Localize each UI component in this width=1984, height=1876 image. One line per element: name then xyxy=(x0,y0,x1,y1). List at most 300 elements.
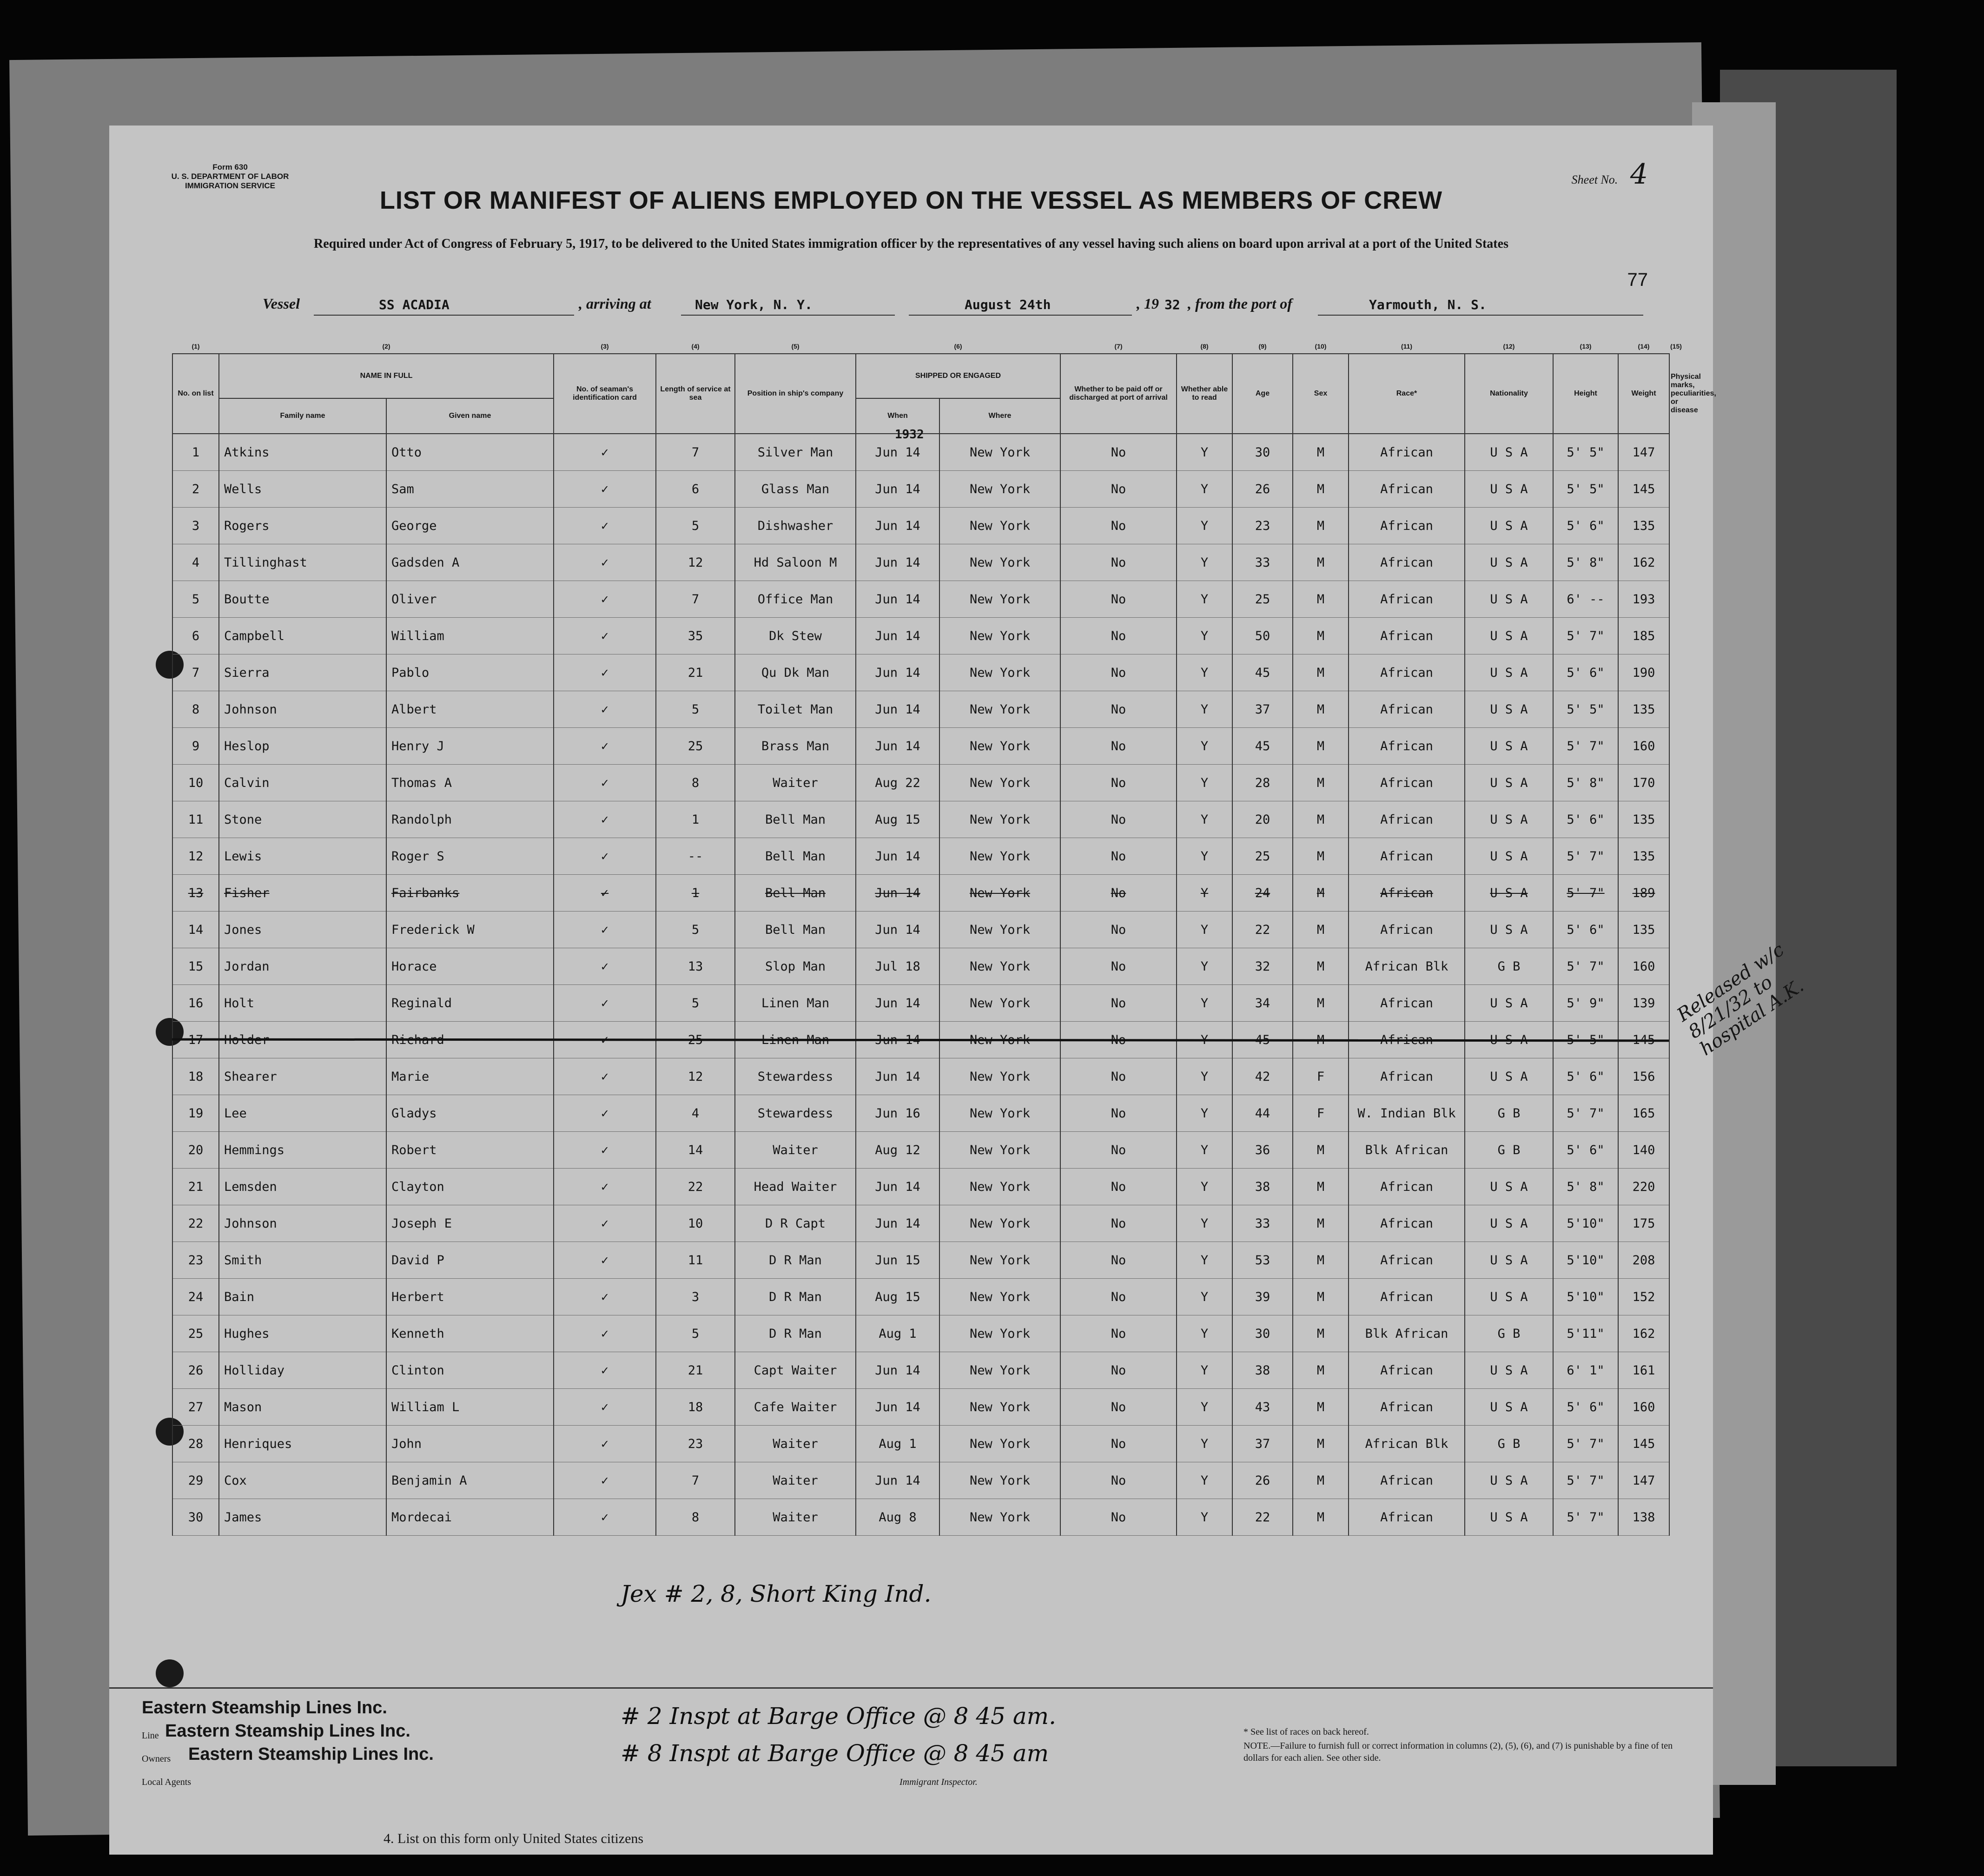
cell-no: 25 xyxy=(172,1315,219,1352)
cell-paid: No xyxy=(1060,1389,1177,1426)
cell-paid: No xyxy=(1060,471,1177,508)
col-num: (13) xyxy=(1580,343,1592,350)
cell-wt: 138 xyxy=(1618,1499,1669,1536)
cell-where: New York xyxy=(939,654,1060,691)
cell-when: Jun 14 xyxy=(856,728,939,765)
cell-when: Aug 12 xyxy=(856,1132,939,1169)
check-mark-icon: ✓ xyxy=(554,1426,656,1462)
col-num: (1) xyxy=(192,343,200,350)
cell-where: New York xyxy=(939,508,1060,544)
cell-wt: 193 xyxy=(1618,581,1669,618)
cell-no: 1 xyxy=(172,434,219,471)
cell-sex: M xyxy=(1293,434,1349,471)
cell-where: New York xyxy=(939,801,1060,838)
cell-wt: 161 xyxy=(1618,1352,1669,1389)
cell-paid: No xyxy=(1060,1095,1177,1132)
cell-sex: M xyxy=(1293,471,1349,508)
cell-when: Jun 14 xyxy=(856,434,939,471)
check-mark-icon: ✓ xyxy=(554,801,656,838)
cell-race: W. Indian Blk xyxy=(1349,1095,1465,1132)
cell-sex: M xyxy=(1293,1205,1349,1242)
cell-nat: U S A xyxy=(1465,801,1553,838)
cell-sex: M xyxy=(1293,654,1349,691)
cell-family: Fisher xyxy=(219,875,386,912)
check-mark-icon: ✓ xyxy=(554,1169,656,1205)
cell-family: Holder xyxy=(219,1022,386,1058)
cell-age: 39 xyxy=(1232,1279,1293,1315)
cell-family: Boutte xyxy=(219,581,386,618)
cell-sex: M xyxy=(1293,1389,1349,1426)
col-num: (6) xyxy=(954,343,962,350)
cell-given: Gadsden A xyxy=(386,544,554,581)
cell-len: 35 xyxy=(656,618,735,654)
cell-where: New York xyxy=(939,912,1060,948)
arrival-date: August 24th xyxy=(965,297,1051,312)
cell-given: Otto xyxy=(386,434,554,471)
check-mark-icon: ✓ xyxy=(554,875,656,912)
check-mark-icon: ✓ xyxy=(554,1132,656,1169)
cell-family: Lee xyxy=(219,1095,386,1132)
cell-family: Sierra xyxy=(219,654,386,691)
cell-race: African xyxy=(1349,471,1465,508)
header-when: When xyxy=(856,398,939,434)
check-mark-icon: ✓ xyxy=(554,1279,656,1315)
table-row xyxy=(172,618,1669,654)
cell-no: 3 xyxy=(172,508,219,544)
cell-paid: No xyxy=(1060,875,1177,912)
cell-sex: M xyxy=(1293,948,1349,985)
cell-ht: 5' 5" xyxy=(1553,471,1618,508)
cell-where: New York xyxy=(939,1352,1060,1389)
cell-given: Joseph E xyxy=(386,1205,554,1242)
cell-read: Y xyxy=(1177,1242,1232,1279)
cell-nat: U S A xyxy=(1465,1022,1553,1058)
cell-where: New York xyxy=(939,838,1060,875)
cell-where: New York xyxy=(939,1058,1060,1095)
cell-paid: No xyxy=(1060,1242,1177,1279)
cell-sex: M xyxy=(1293,618,1349,654)
cell-no: 7 xyxy=(172,654,219,691)
cell-given: William L xyxy=(386,1389,554,1426)
cell-paid: No xyxy=(1060,508,1177,544)
cell-where: New York xyxy=(939,1279,1060,1315)
cell-wt: 189 xyxy=(1618,875,1669,912)
cell-read: Y xyxy=(1177,1205,1232,1242)
table-row xyxy=(172,691,1669,728)
cell-len: 5 xyxy=(656,985,735,1022)
header-age: Age xyxy=(1232,354,1293,434)
col-num: (8) xyxy=(1200,343,1209,350)
cell-when: Jun 14 xyxy=(856,1169,939,1205)
cell-where: New York xyxy=(939,1169,1060,1205)
cell-nat: G B xyxy=(1465,1095,1553,1132)
cell-len: 21 xyxy=(656,1352,735,1389)
year-note: 1932 xyxy=(895,428,924,442)
cell-race: African xyxy=(1349,1462,1465,1499)
col-num: (5) xyxy=(791,343,800,350)
cell-age: 30 xyxy=(1232,1315,1293,1352)
cell-given: Henry J xyxy=(386,728,554,765)
sheet-value: 4 xyxy=(1630,158,1648,191)
cell-age: 25 xyxy=(1232,581,1293,618)
check-mark-icon: ✓ xyxy=(554,728,656,765)
cell-wt: 145 xyxy=(1618,1426,1669,1462)
cell-race: African xyxy=(1349,1499,1465,1536)
cell-nat: G B xyxy=(1465,1132,1553,1169)
cell-len: 13 xyxy=(656,948,735,985)
cell-race: African Blk xyxy=(1349,1426,1465,1462)
check-mark-icon: ✓ xyxy=(554,544,656,581)
cell-pos: Qu Dk Man xyxy=(735,654,856,691)
cell-sex: M xyxy=(1293,1352,1349,1389)
manifest-page xyxy=(109,126,1808,1855)
header-paid-off: Whether to be paid off or discharged at port of arrival xyxy=(1060,354,1177,434)
cell-no: 13 xyxy=(172,875,219,912)
cell-pos: Slop Man xyxy=(735,948,856,985)
cell-read: Y xyxy=(1177,875,1232,912)
cell-wt: 220 xyxy=(1618,1169,1669,1205)
cell-paid: No xyxy=(1060,1169,1177,1205)
cell-where: New York xyxy=(939,1205,1060,1242)
col-num: (4) xyxy=(691,343,700,350)
cell-read: Y xyxy=(1177,1095,1232,1132)
table-row xyxy=(172,1169,1669,1205)
header-family: Family name xyxy=(219,398,386,434)
cell-when: Jun 14 xyxy=(856,471,939,508)
cell-len: 10 xyxy=(656,1205,735,1242)
cell-nat: U S A xyxy=(1465,434,1553,471)
cell-family: Tillinghast xyxy=(219,544,386,581)
cell-no: 8 xyxy=(172,691,219,728)
cell-pos: Waiter xyxy=(735,1426,856,1462)
check-mark-icon: ✓ xyxy=(554,1389,656,1426)
cell-race: African xyxy=(1349,434,1465,471)
cell-pos: Brass Man xyxy=(735,728,856,765)
cell-race: African xyxy=(1349,618,1465,654)
arriving-label: , arriving at xyxy=(579,295,651,312)
cell-wt: 147 xyxy=(1618,434,1669,471)
cell-len: 4 xyxy=(656,1095,735,1132)
cell-where: New York xyxy=(939,765,1060,801)
cell-race: African xyxy=(1349,508,1465,544)
cell-len: 22 xyxy=(656,1169,735,1205)
agents-stamp: Eastern Steamship Lines Inc. xyxy=(188,1744,434,1764)
table-row xyxy=(172,801,1669,838)
cell-when: Jun 14 xyxy=(856,691,939,728)
cell-read: Y xyxy=(1177,1462,1232,1499)
cell-ht: 5' 5" xyxy=(1553,1022,1618,1058)
col-num: (9) xyxy=(1258,343,1267,350)
cell-where: New York xyxy=(939,1426,1060,1462)
cell-when: Jul 18 xyxy=(856,948,939,985)
cell-wt: 135 xyxy=(1618,801,1669,838)
cell-ht: 5'11" xyxy=(1553,1315,1618,1352)
cell-when: Jun 14 xyxy=(856,985,939,1022)
cell-age: 26 xyxy=(1232,1462,1293,1499)
cell-sex: M xyxy=(1293,728,1349,765)
cell-nat: G B xyxy=(1465,1426,1553,1462)
cell-ht: 5' 6" xyxy=(1553,1132,1618,1169)
cell-nat: U S A xyxy=(1465,1058,1553,1095)
cell-paid: No xyxy=(1060,765,1177,801)
cell-family: Henriques xyxy=(219,1426,386,1462)
cell-paid: No xyxy=(1060,728,1177,765)
cell-no: 6 xyxy=(172,618,219,654)
cell-when: Aug 1 xyxy=(856,1315,939,1352)
col-num: (2) xyxy=(382,343,390,350)
cell-family: Johnson xyxy=(219,1205,386,1242)
cell-age: 34 xyxy=(1232,985,1293,1022)
table-row xyxy=(172,838,1669,875)
check-mark-icon: ✓ xyxy=(554,1095,656,1132)
crew-rows xyxy=(172,434,1669,1536)
cell-len: 8 xyxy=(656,765,735,801)
cell-sex: M xyxy=(1293,838,1349,875)
cell-sex: M xyxy=(1293,1499,1349,1536)
cell-family: Wells xyxy=(219,471,386,508)
agents-label: Local Agents xyxy=(142,1777,192,1787)
cell-given: Clayton xyxy=(386,1169,554,1205)
inspection-note-2: # 2 Inspt at Barge Office @ 8 45 am. xyxy=(621,1703,1056,1730)
cell-no: 16 xyxy=(172,985,219,1022)
col-num: (12) xyxy=(1503,343,1515,350)
cell-when: Jun 14 xyxy=(856,1462,939,1499)
cell-given: George xyxy=(386,508,554,544)
cell-pos: Cafe Waiter xyxy=(735,1389,856,1426)
cell-read: Y xyxy=(1177,1352,1232,1389)
col-num: (14) xyxy=(1638,343,1650,350)
cell-read: Y xyxy=(1177,654,1232,691)
cell-given: Clinton xyxy=(386,1352,554,1389)
cell-ht: 5' 8" xyxy=(1553,544,1618,581)
table-row xyxy=(172,1499,1669,1536)
cell-sex: M xyxy=(1293,1462,1349,1499)
cell-ht: 5' 5" xyxy=(1553,691,1618,728)
header-name: NAME IN FULL xyxy=(219,354,554,398)
port-value: Yarmouth, N. S. xyxy=(1369,297,1487,312)
header-sex: Sex xyxy=(1293,354,1349,434)
cell-given: Fairbanks xyxy=(386,875,554,912)
check-mark-icon: ✓ xyxy=(554,434,656,471)
cell-where: New York xyxy=(939,691,1060,728)
cell-read: Y xyxy=(1177,434,1232,471)
cell-paid: No xyxy=(1060,691,1177,728)
cell-no: 11 xyxy=(172,801,219,838)
cell-when: Jun 14 xyxy=(856,1022,939,1058)
inspection-note-8: # 8 Inspt at Barge Office @ 8 45 am xyxy=(621,1740,1049,1767)
cell-read: Y xyxy=(1177,581,1232,618)
cell-when: Aug 22 xyxy=(856,765,939,801)
cell-race: African xyxy=(1349,838,1465,875)
cell-given: Oliver xyxy=(386,581,554,618)
cell-age: 50 xyxy=(1232,618,1293,654)
cell-age: 36 xyxy=(1232,1132,1293,1169)
table-row xyxy=(172,875,1669,912)
cell-when: Jun 14 xyxy=(856,912,939,948)
cell-pos: D R Man xyxy=(735,1315,856,1352)
cell-where: New York xyxy=(939,1022,1060,1058)
cell-len: 5 xyxy=(656,1315,735,1352)
cell-ht: 5' 7" xyxy=(1553,1499,1618,1536)
cell-when: Jun 14 xyxy=(856,875,939,912)
cell-nat: U S A xyxy=(1465,508,1553,544)
cell-wt: 135 xyxy=(1618,691,1669,728)
cell-ht: 5' 7" xyxy=(1553,948,1618,985)
cell-paid: No xyxy=(1060,1205,1177,1242)
cell-where: New York xyxy=(939,1315,1060,1352)
table-row xyxy=(172,1205,1669,1242)
cell-family: Shearer xyxy=(219,1058,386,1095)
cell-read: Y xyxy=(1177,1132,1232,1169)
cell-len: 5 xyxy=(656,912,735,948)
cell-no: 10 xyxy=(172,765,219,801)
cell-ht: 5' 7" xyxy=(1553,1462,1618,1499)
cell-read: Y xyxy=(1177,508,1232,544)
cell-ht: 5' 6" xyxy=(1553,1058,1618,1095)
cell-wt: 147 xyxy=(1618,1462,1669,1499)
cell-family: James xyxy=(219,1499,386,1536)
cell-wt: 139 xyxy=(1618,985,1669,1022)
cell-ht: 5' 7" xyxy=(1553,838,1618,875)
page-title: LIST OR MANIFEST OF ALIENS EMPLOYED ON THE VESSEL AS MEMBERS OF CREW xyxy=(379,186,1443,214)
cell-paid: No xyxy=(1060,1058,1177,1095)
cell-nat: U S A xyxy=(1465,912,1553,948)
cell-given: David P xyxy=(386,1242,554,1279)
cell-len: 25 xyxy=(656,1022,735,1058)
cell-race: African xyxy=(1349,1022,1465,1058)
page-number: 77 xyxy=(1627,270,1648,290)
check-mark-icon: ✓ xyxy=(554,1242,656,1279)
cell-no: 28 xyxy=(172,1426,219,1462)
cell-nat: U S A xyxy=(1465,544,1553,581)
cell-when: Jun 14 xyxy=(856,1389,939,1426)
table-row xyxy=(172,728,1669,765)
cell-paid: No xyxy=(1060,1499,1177,1536)
header-read: Whether able to read xyxy=(1177,354,1232,434)
cell-nat: U S A xyxy=(1465,1279,1553,1315)
cell-nat: U S A xyxy=(1465,1352,1553,1389)
check-mark-icon: ✓ xyxy=(554,948,656,985)
cell-age: 24 xyxy=(1232,875,1293,912)
cell-when: Jun 14 xyxy=(856,1058,939,1095)
cell-given: William xyxy=(386,618,554,654)
cell-len: 23 xyxy=(656,1426,735,1462)
cell-pos: D R Capt xyxy=(735,1205,856,1242)
cell-pos: Toilet Man xyxy=(735,691,856,728)
cell-where: New York xyxy=(939,1132,1060,1169)
cell-len: 11 xyxy=(656,1242,735,1279)
header-height: Height xyxy=(1553,354,1618,434)
arriving-value: New York, N. Y. xyxy=(695,297,813,312)
cell-wt: 190 xyxy=(1618,654,1669,691)
cell-family: Heslop xyxy=(219,728,386,765)
cell-where: New York xyxy=(939,1095,1060,1132)
cell-age: 22 xyxy=(1232,912,1293,948)
cell-family: Atkins xyxy=(219,434,386,471)
cell-no: 29 xyxy=(172,1462,219,1499)
table-row xyxy=(172,1315,1669,1352)
cell-sex: M xyxy=(1293,1426,1349,1462)
cell-given: John xyxy=(386,1426,554,1462)
cell-given: Kenneth xyxy=(386,1315,554,1352)
cell-family: Holt xyxy=(219,985,386,1022)
cell-read: Y xyxy=(1177,471,1232,508)
cell-family: Lemsden xyxy=(219,1169,386,1205)
cell-paid: No xyxy=(1060,838,1177,875)
cell-sex: M xyxy=(1293,508,1349,544)
check-mark-icon: ✓ xyxy=(554,1352,656,1389)
cell-pos: Capt Waiter xyxy=(735,1352,856,1389)
cell-nat: U S A xyxy=(1465,1242,1553,1279)
cell-read: Y xyxy=(1177,691,1232,728)
header-position: Position in ship's company xyxy=(735,354,856,434)
cell-given: Albert xyxy=(386,691,554,728)
cell-ht: 5'10" xyxy=(1553,1279,1618,1315)
table-row xyxy=(172,1058,1669,1095)
cell-nat: U S A xyxy=(1465,618,1553,654)
cell-race: African xyxy=(1349,1169,1465,1205)
cell-age: 42 xyxy=(1232,1058,1293,1095)
cell-pos: Stewardess xyxy=(735,1058,856,1095)
cell-when: Jun 14 xyxy=(856,1352,939,1389)
cell-wt: 162 xyxy=(1618,1315,1669,1352)
check-mark-icon: ✓ xyxy=(554,765,656,801)
table-row xyxy=(172,1352,1669,1389)
cell-read: Y xyxy=(1177,728,1232,765)
page-subtitle: Required under Act of Congress of February 5, 1917, to be delivered to the United States immigration officer by the representatives of any vessel having such aliens on board upon arrival at a port of the United States xyxy=(314,237,1508,251)
cell-read: Y xyxy=(1177,985,1232,1022)
cell-len: 25 xyxy=(656,728,735,765)
cell-race: African xyxy=(1349,1242,1465,1279)
cell-race: African xyxy=(1349,581,1465,618)
table-row xyxy=(172,581,1669,618)
header-weight: Weight xyxy=(1618,354,1669,434)
cell-race: African xyxy=(1349,765,1465,801)
cell-wt: 165 xyxy=(1618,1095,1669,1132)
cell-pos: Waiter xyxy=(735,1499,856,1536)
table-row xyxy=(172,654,1669,691)
cell-given: Richard xyxy=(386,1022,554,1058)
cell-len: 7 xyxy=(656,434,735,471)
cell-nat: U S A xyxy=(1465,1462,1553,1499)
header-race: Race* xyxy=(1349,354,1465,434)
cell-age: 25 xyxy=(1232,838,1293,875)
check-mark-icon: ✓ xyxy=(554,654,656,691)
line-stamp: Eastern Steamship Lines Inc. xyxy=(142,1698,387,1717)
table-row xyxy=(172,1426,1669,1462)
cell-family: Campbell xyxy=(219,618,386,654)
cell-read: Y xyxy=(1177,1022,1232,1058)
check-mark-icon: ✓ xyxy=(554,1058,656,1095)
cell-where: New York xyxy=(939,875,1060,912)
cell-when: Aug 15 xyxy=(856,1279,939,1315)
cell-sex: M xyxy=(1293,1279,1349,1315)
cell-pos: Bell Man xyxy=(735,838,856,875)
form-number: Form 630 U. S. DEPARTMENT OF LABOR IMMIGRATION SERVICE xyxy=(171,163,289,190)
owners-stamp: Eastern Steamship Lines Inc. xyxy=(165,1721,410,1741)
check-mark-icon: ✓ xyxy=(554,581,656,618)
check-mark-icon: ✓ xyxy=(554,1205,656,1242)
cell-given: Randolph xyxy=(386,801,554,838)
cell-sex: M xyxy=(1293,1242,1349,1279)
cell-wt: 135 xyxy=(1618,838,1669,875)
cell-read: Y xyxy=(1177,1499,1232,1536)
cell-pos: Waiter xyxy=(735,1132,856,1169)
cell-wt: 160 xyxy=(1618,1389,1669,1426)
cell-ht: 6' -- xyxy=(1553,581,1618,618)
table-row xyxy=(172,1095,1669,1132)
cell-race: African xyxy=(1349,654,1465,691)
